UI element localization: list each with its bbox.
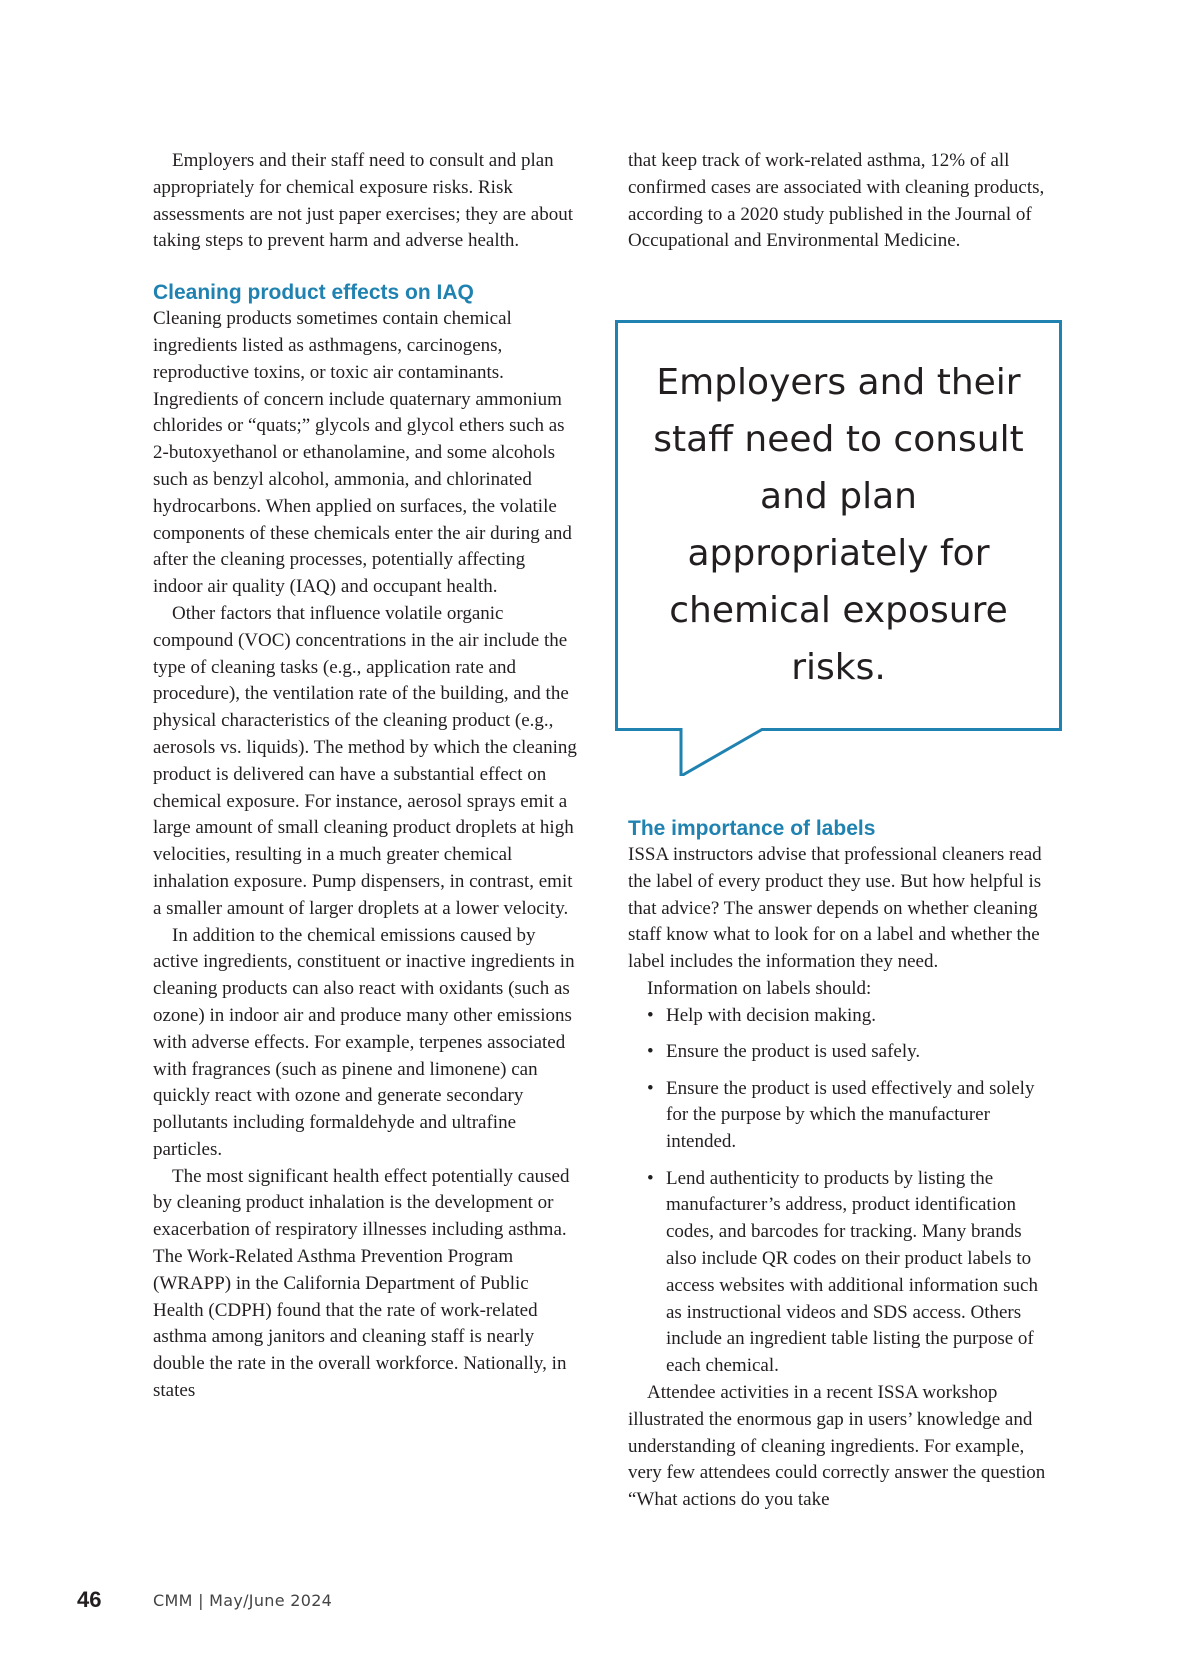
- bullet-icon: •: [647, 1041, 654, 1063]
- label-bullet-list: [628, 1003, 1050, 1380]
- bullet-icon: •: [647, 1004, 654, 1026]
- heading-iaq: Cleaning product effects on IAQ: [153, 281, 474, 305]
- list-item: • Ensure the product is used effectively and solely for the purpose by which the manufacturer intended.: [647, 1077, 1035, 1153]
- heading-labels: The importance of labels: [628, 817, 876, 840]
- page-number: 46: [77, 1587, 102, 1612]
- paragraph-iaq-4: The most significant health effect potentially caused by cleaning product inhalation is the development or exacerbation of respiratory illnesses including asthma. The Work-Related Asthma Prevention Program (WRAPP) in the California Department of Public Health (CDPH) found that the rate of work-related asthma among janitors and cleaning staff is nearly double the rate in the overall workforce. Nationally, in states: [153, 1165, 570, 1402]
- continued-paragraph: that keep track of work-related asthma, 12% of all confirmed cases are associated with cleaning products, according to a 2020 study published in the Journal of Occupational and Environmental Medicine.: [628, 150, 1045, 252]
- publication-info: CMM | May/June 2024: [153, 1590, 333, 1610]
- bullet-icon: •: [647, 1077, 654, 1099]
- list-item: • Ensure the product is used safely.: [628, 1039, 1050, 1066]
- list-item: • Lend authenticity to products by listing the manufacturer’s address, product identification codes, and barcodes for tracking. Many brands also include QR codes on their product labels to access websites with additional information such as instructional videos and SDS access. Others include an ingredient table listing the purpose of each chemical.: [647, 1167, 1038, 1377]
- page-footer: [77, 1585, 332, 1615]
- paragraph-iaq-2: Other factors that influence volatile organic compound (VOC) concentrations in the air include the type of cleaning tasks (e.g., application rate and procedure), the ventilation rate of the building, and the physical characteristics of the cleaning product (e.g., aerosols vs. liquids). The method by which the cleaning product is delivered can have a substantial effect on chemical exposure. For instance, aerosol sprays emit a large amount of small cleaning product droplets at high velocities, resulting in a much greater chemical inhalation exposure. Pump dispensers, in contrast, emit a smaller amount of larger droplets at a lower velocity.: [153, 602, 577, 919]
- left-column: [153, 148, 577, 1405]
- right-column: [628, 148, 1050, 255]
- paragraph-labels-3: Attendee activities in a recent ISSA workshop illustrated the enormous gap in users’ knowledge and understanding of cleaning ingredients. For example, very few attendees could correctly answer the question “What actions do you take: [628, 1381, 1046, 1511]
- bullet-icon: •: [647, 1167, 654, 1189]
- paragraph-iaq-3: In addition to the chemical emissions caused by active ingredients, constituent or inactive ingredients in cleaning products can also react with oxidants (such as ozone) in indoor air and produce many other emissions with adverse effects. For example, terpenes associated with fragrances (such as pinene and limonene) can quickly react with ozone and generate secondary pollutants including formaldehyde and ultrafine particles.: [153, 924, 575, 1160]
- list-item: • Help with decision making.: [628, 1003, 1050, 1030]
- labels-section: [628, 815, 1050, 1514]
- paragraph-labels-1: ISSA instructors advise that professional cleaners read the label of every product they use. But how helpful is that advice? The answer depends on whether cleaning staff know what to look for on a label and whether the label includes the information they need.: [628, 844, 1042, 973]
- intro-paragraph: Employers and their staff need to consult and plan appropriately for chemical exposure risks. Risk assessments are not just paper exercises; they are about taking steps to prevent harm and adverse health.: [153, 150, 573, 252]
- pull-quote: [615, 320, 1062, 776]
- paragraph-iaq-1: Cleaning products sometimes contain chemical ingredients listed as asthmagens, carcinogens, reproductive toxins, or toxic air contaminants. Ingredients of concern include quaternary ammonium chlorides or “quats;” glycols and glycol ethers such as 2-butoxyethanol or ethanolamine, and some alcohols such as benzyl alcohol, ammonia, and chlorinated hydrocarbons. When applied on surfaces, the volatile components of these chemicals enter the air during and after the cleaning processes, potentially affecting indoor air quality (IAQ) and occupant health.: [153, 308, 572, 598]
- pull-quote-text: Employers and their staff need to consult and plan appropriately for chemical exposure risks.: [653, 362, 1024, 688]
- paragraph-labels-2: Information on labels should:: [647, 977, 872, 999]
